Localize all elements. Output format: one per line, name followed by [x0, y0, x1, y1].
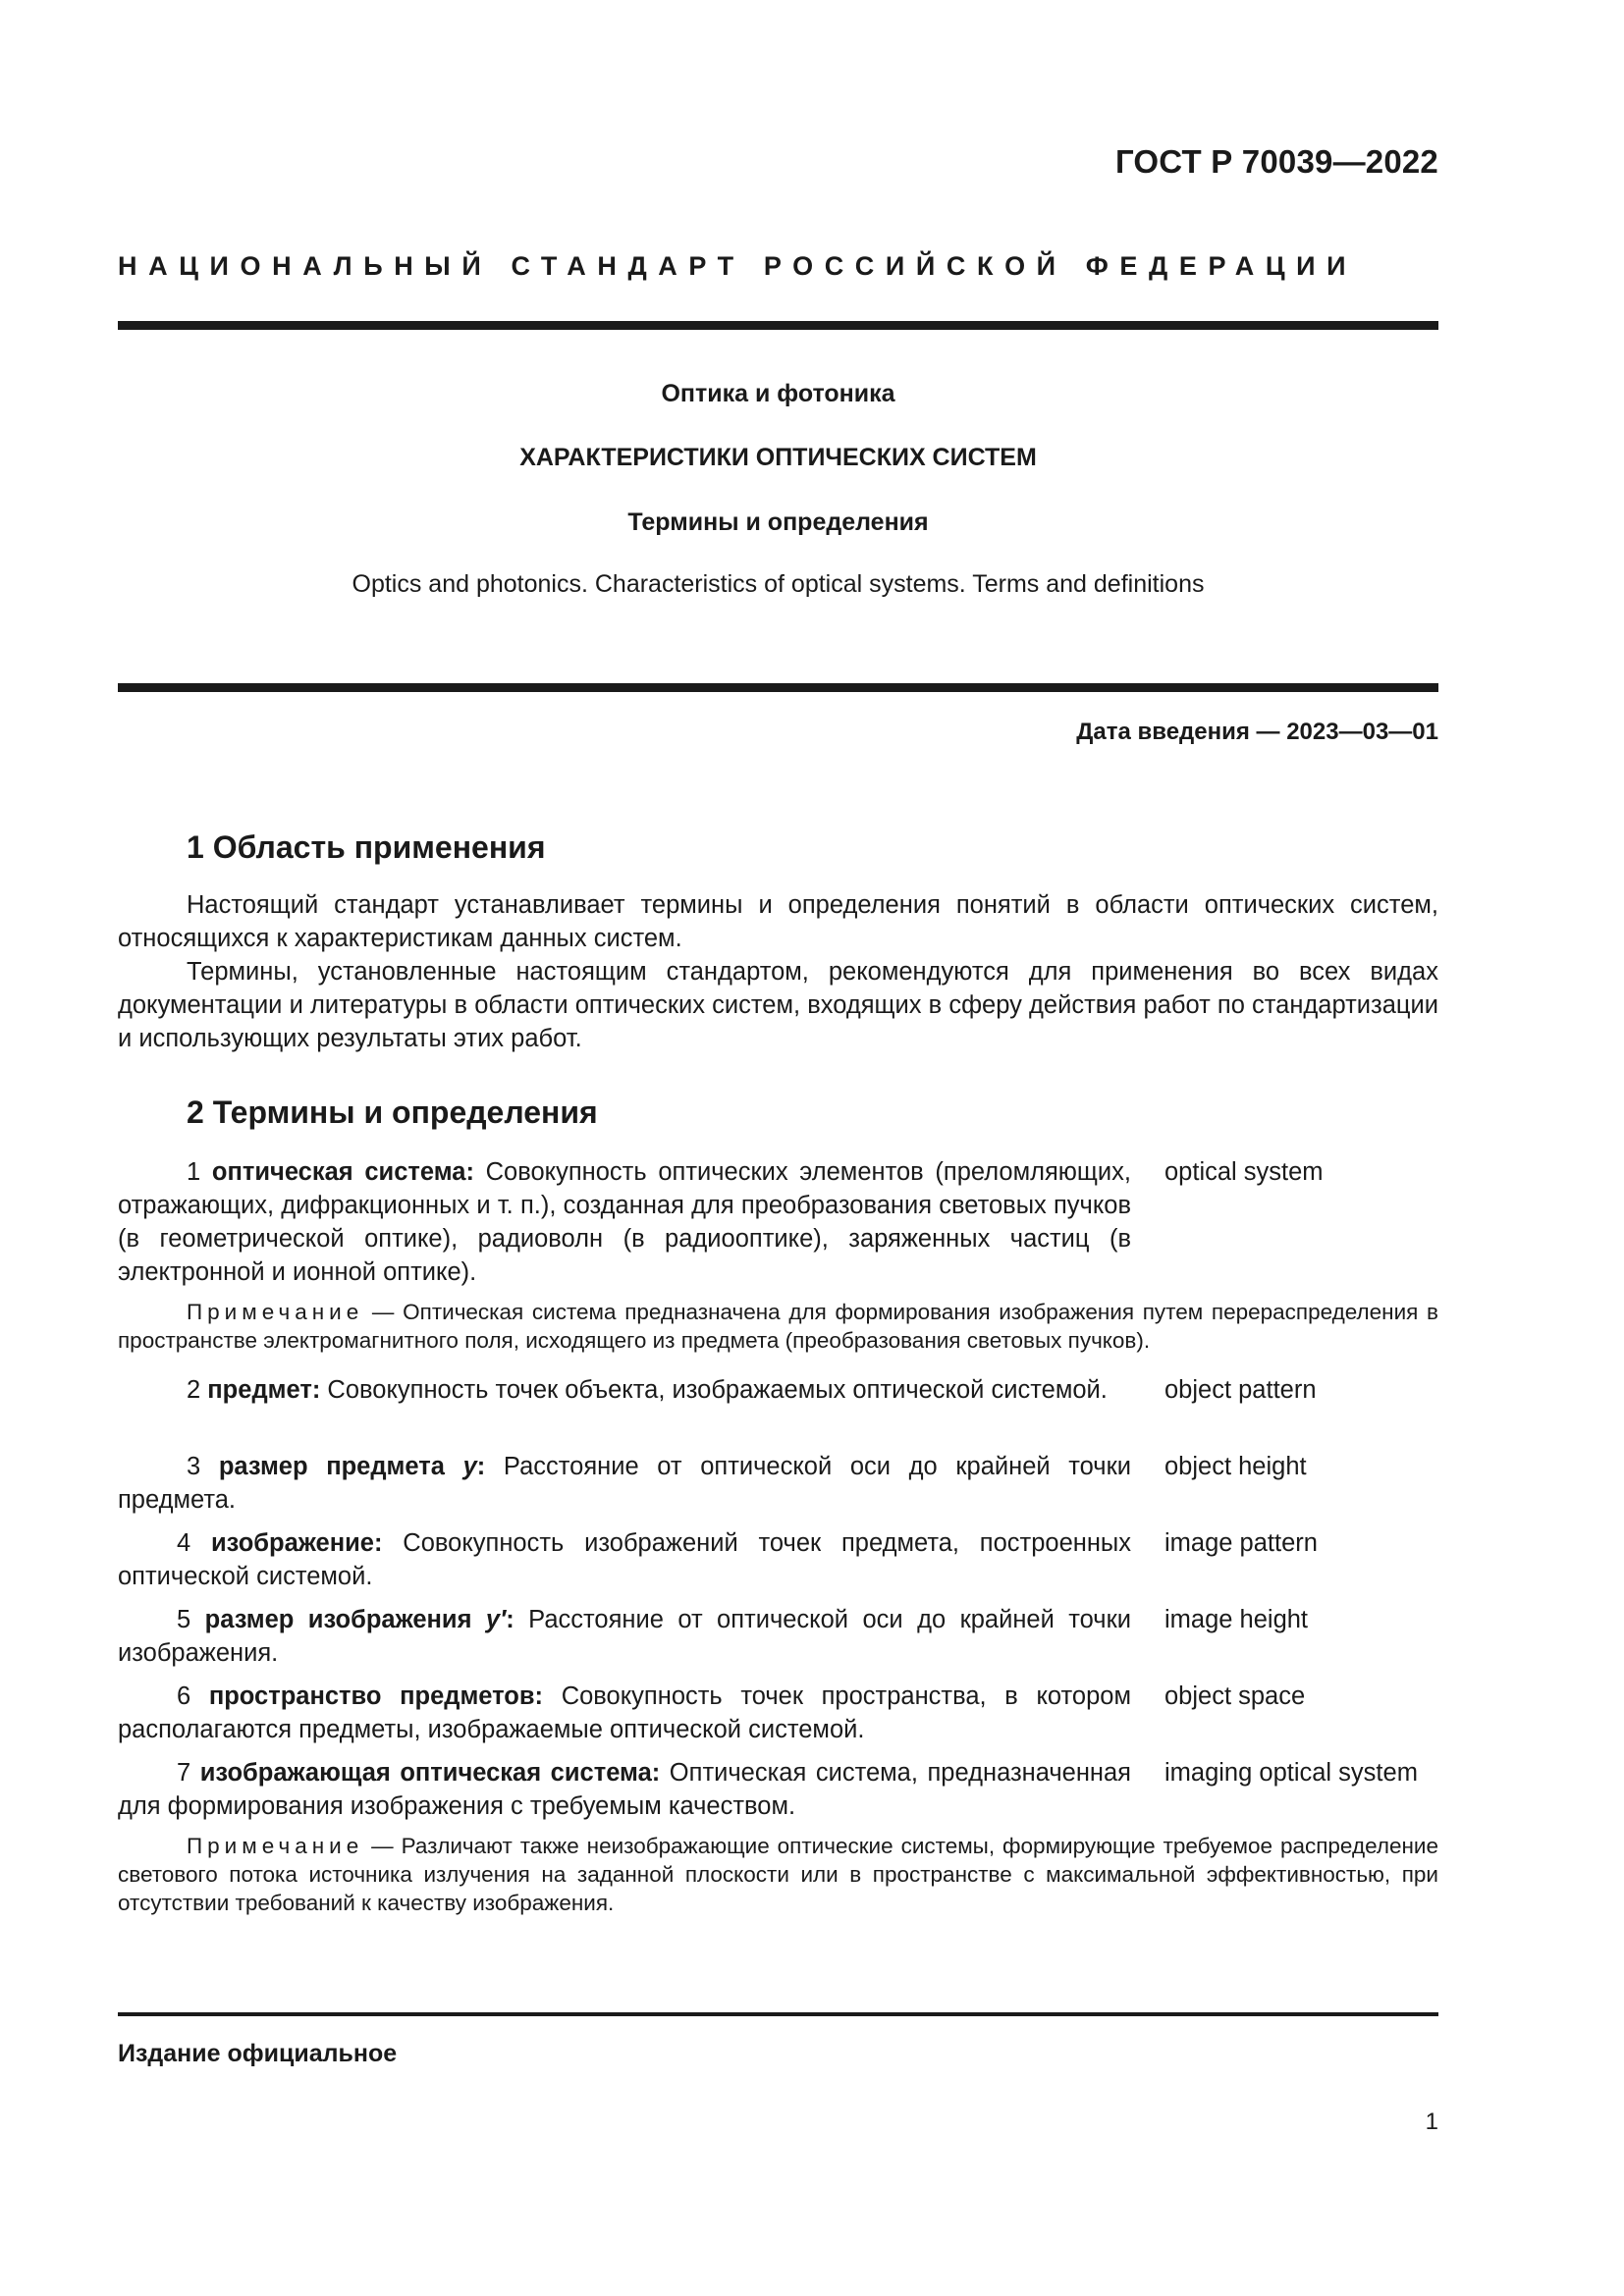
scope-paragraph-1: Настоящий стандарт устанавливает термины и определения понятий в области оптических систем, относящихся к характеристикам данных систем. [118, 891, 1438, 952]
term-english: optical system [1164, 1158, 1324, 1186]
page-number: 1 [1425, 2109, 1438, 2135]
term-name: предмет: [207, 1376, 321, 1404]
term-definition: 3 размер предмета y: Расстояние от оптической оси до крайней точки предмета. [118, 1453, 1131, 1514]
standard-code: ГОСТ Р 70039—2022 [1114, 143, 1438, 180]
term-definition: 1 оптическая система: Совокупность оптических элементов (преломляющих, отражающих, дифракционных и т. п.), созданная для преобразования световых пучков (в геометрической оптике), радиоволн (в радиооптике), заряженных частиц (в электронной и ионной оптике). [118, 1158, 1131, 1286]
term-name: изображение: [211, 1529, 383, 1557]
note-2: Примечание — Различают также неизображающие оптические системы, формирующие требуемое распределение светового потока источника излучения на заданной плоскости или в пространстве с максимальной эффективностью, при отсутствии требований к качеству изображения. [118, 1834, 1438, 1915]
title-divider [118, 683, 1438, 692]
term-english: image height [1164, 1606, 1309, 1633]
title-main: ХАРАКТЕРИСТИКИ ОПТИЧЕСКИХ СИСТЕМ [519, 444, 1037, 471]
term-definition: 4 изображение: Совокупность изображений точек предмета, построенных оптической системой. [118, 1529, 1131, 1590]
note-label: Примечание [187, 1834, 364, 1858]
term-definition: 2 предмет: Совокупность точек объекта, изображаемых оптической системой. [187, 1376, 1108, 1404]
term-symbol: y [462, 1453, 477, 1480]
introduction-date: Дата введения — 2023—03—01 [1076, 719, 1438, 745]
section-1-heading: 1 Область применения [187, 829, 546, 865]
term-english: image pattern [1164, 1529, 1318, 1557]
title-english: Optics and photonics. Characteristics of optical systems. Terms and definitions [352, 570, 1205, 598]
term-english: object height [1164, 1453, 1307, 1480]
term-name: пространство предметов: [208, 1682, 544, 1710]
top-divider [118, 321, 1438, 330]
term-name: размер изображения y′: [204, 1606, 514, 1633]
section-2-heading: 2 Термины и определения [187, 1095, 598, 1130]
term-name: изображающая оптическая система: [199, 1759, 661, 1787]
term-definition: 5 размер изображения y′: Расстояние от оптической оси до крайней точки изображения. [118, 1606, 1131, 1667]
scope-paragraph-2: Термины, установленные настоящим стандартом, рекомендуются для применения во всех видах документации и литературы в области оптических систем, входящих в сферу действия работ по стандартизации и использующих результаты этих работ. [118, 958, 1438, 1052]
term-name: размер предмета y: [218, 1453, 486, 1480]
term-symbol: y′ [485, 1606, 507, 1633]
note-1: Примечание — Оптическая система предназначена для формирования изображения путем перераспределения в пространстве электромагнитного поля, исходящего из предмета (преобразования световых пучков). [118, 1300, 1438, 1353]
term-english: object space [1164, 1682, 1306, 1710]
title-sub: Термины и определения [627, 508, 929, 536]
term-english: imaging optical system [1164, 1759, 1418, 1787]
term-name: оптическая система: [211, 1158, 474, 1186]
term-english: object pattern [1164, 1376, 1317, 1404]
footer-divider [118, 2012, 1438, 2016]
official-edition-label: Издание официальное [118, 2040, 398, 2067]
term-definition: 7 изображающая оптическая система: Оптическая система, предназначенная для формирования изображения с требуемым качеством. [118, 1759, 1131, 1820]
title-group: Оптика и фотоника [661, 380, 895, 407]
term-definition: 6 пространство предметов: Совокупность точек пространства, в котором располагаются предметы, изображаемые оптической системой. [118, 1682, 1131, 1743]
note-label: Примечание [187, 1300, 364, 1324]
national-standard-banner: НАЦИОНАЛЬНЫЙ СТАНДАРТ РОССИЙСКОЙ ФЕДЕРАЦИИ [118, 251, 1358, 281]
